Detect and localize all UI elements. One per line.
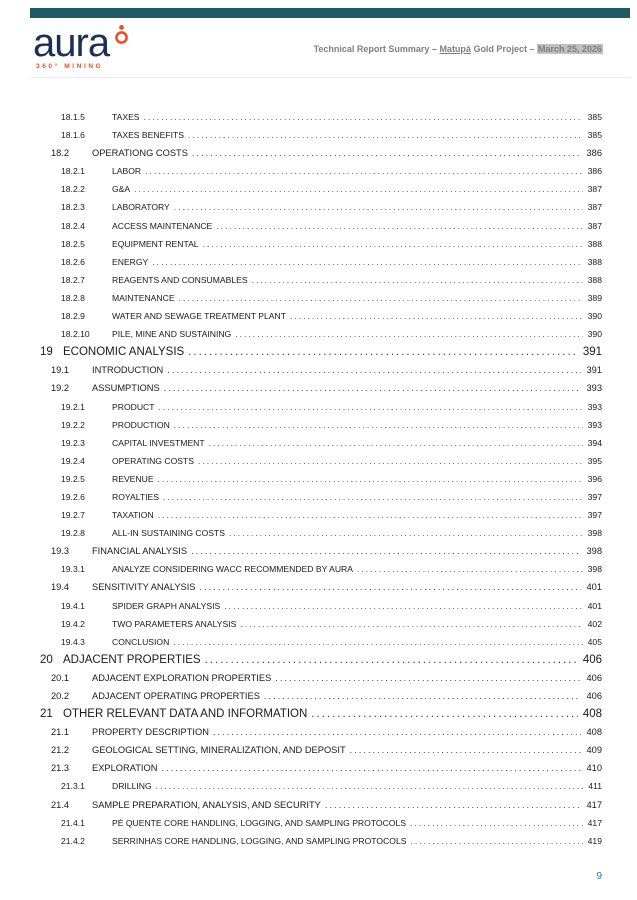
toc-dot-leader	[161, 759, 581, 777]
toc-entry-title: TAXATION	[112, 510, 154, 521]
toc-dot-leader	[275, 669, 581, 687]
toc-entry-title: INTRODUCTION	[92, 365, 164, 376]
toc-entry[interactable]	[40, 325, 602, 343]
toc-entry-title: PILE, MINE AND SUSTAINING	[112, 329, 232, 340]
toc-dot-leader	[156, 777, 584, 795]
toc-entry-number: 21.4	[51, 799, 70, 810]
toc-dot-leader	[357, 560, 583, 578]
toc-entry-page: 388	[587, 238, 602, 249]
toc-dot-leader	[410, 832, 582, 850]
toc-entry-title: OPERATIONG COSTS	[92, 148, 188, 159]
toc-dot-leader	[167, 361, 581, 379]
toc-entry-title: ADJACENT PROPERTIES	[63, 653, 201, 666]
toc-entry[interactable]	[40, 759, 602, 777]
toc-entry-number: 19.2.7	[61, 510, 85, 521]
toc-entry-page: 406	[586, 672, 602, 683]
toc-entry-page: 385	[587, 112, 602, 122]
toc-dot-leader	[224, 597, 582, 615]
toc-dot-leader	[410, 814, 583, 832]
toc-entry-page: 406	[582, 653, 602, 666]
toc-entry-number: 21	[40, 708, 53, 721]
toc-entry[interactable]	[40, 578, 602, 596]
toc-dot-leader	[216, 217, 582, 235]
toc-entry-number: 18.2.2	[61, 184, 85, 195]
toc-entry-number: 18.2.7	[61, 274, 85, 285]
toc-entry-number: 18.2.10	[61, 329, 90, 340]
toc-dot-leader	[173, 633, 582, 651]
toc-entry-page: 387	[587, 184, 602, 195]
toc-entry-page: 387	[587, 202, 602, 213]
toc-entry-title: ADJACENT OPERATING PROPERTIES	[92, 691, 260, 701]
toc-entry-page: 390	[587, 311, 602, 322]
toc-entry-page: 401	[586, 582, 602, 593]
aura-logo	[33, 21, 129, 70]
toc-entry-title: FINANCIAL ANALYSIS	[92, 546, 188, 557]
toc-entry[interactable]	[40, 198, 602, 216]
toc-entry[interactable]	[40, 796, 602, 814]
toc-entry-title: ECONOMIC ANALYSIS	[63, 346, 185, 359]
toc-dot-leader	[203, 235, 583, 253]
toc-dot-leader	[158, 506, 583, 524]
toc-dot-leader	[205, 651, 578, 669]
toc-entry-number: 19.2.3	[61, 437, 85, 448]
toc-entry-page: 398	[587, 564, 602, 575]
toc-entry-page: 393	[587, 419, 602, 430]
toc-entry-title: SENSITIVITY ANALYSIS	[92, 582, 196, 593]
toc-entry-title: ENERGY	[112, 256, 149, 267]
logo-brand-text: aura	[33, 21, 110, 65]
toc-entry-title: WATER AND SEWAGE TREATMENT PLANT	[112, 311, 286, 322]
toc-entry[interactable]	[40, 217, 602, 235]
toc-entry[interactable]	[40, 615, 602, 633]
toc-entry-title: REAGENTS AND CONSUMABLES	[112, 274, 248, 285]
toc-entry-number: 19.4.2	[61, 618, 85, 629]
toc-dot-leader	[188, 343, 578, 361]
toc-dot-leader	[325, 796, 582, 814]
toc-entry-page: 391	[586, 365, 602, 376]
toc-dot-leader	[159, 398, 583, 416]
toc-entry[interactable]	[40, 723, 602, 741]
toc-entry-page: 391	[582, 346, 602, 359]
toc-entry-title: TAXES	[112, 112, 140, 122]
toc-entry[interactable]	[40, 814, 602, 832]
toc-dot-leader	[198, 452, 583, 470]
toc-dot-leader	[134, 180, 583, 198]
toc-entry[interactable]	[40, 434, 602, 452]
toc-entry-title: TAXES BENEFITS	[112, 130, 184, 141]
toc-entry[interactable]	[40, 108, 602, 126]
toc-entry-number: 18.1.5	[61, 112, 85, 122]
toc-entry[interactable]	[40, 361, 602, 379]
toc-dot-leader	[235, 325, 582, 343]
toc-entry-number: 18.2.6	[61, 256, 85, 267]
toc-entry-page: 402	[587, 618, 602, 629]
toc-entry-number: 18.2.5	[61, 238, 85, 249]
toc-entry-number: 21.1	[51, 727, 70, 738]
toc-entry[interactable]	[40, 144, 602, 162]
toc-entry-number: 21.3	[51, 763, 70, 774]
toc-entry-number: 19.2.4	[61, 455, 85, 466]
header-divider	[30, 77, 630, 78]
header-title-prefix: Technical Report Summary –	[313, 44, 440, 54]
toc-entry-page: 397	[587, 491, 602, 502]
toc-entry-number: 21.4.1	[61, 817, 85, 828]
toc-entry-number: 21.3.1	[61, 781, 85, 792]
toc-entry-number: 19.2.2	[61, 419, 85, 430]
toc-entry[interactable]	[40, 741, 602, 759]
page-number: 9	[596, 871, 602, 882]
toc-dot-leader	[163, 488, 583, 506]
toc-dot-leader	[152, 253, 582, 271]
toc-entry-number: 18.2.3	[61, 202, 85, 213]
toc-entry-number: 18.2.9	[61, 311, 85, 322]
toc-entry-title: REVENUE	[112, 473, 154, 484]
toc-entry-title: ANALYZE CONSIDERING WACC RECOMMENDED BY AURA	[112, 564, 353, 575]
toc-entry-number: 18.2.4	[61, 220, 85, 231]
header-title-date: March 25, 2026	[537, 44, 602, 54]
toc-entry[interactable]	[40, 343, 602, 361]
toc-entry-page: 386	[587, 166, 602, 177]
toc-entry[interactable]	[40, 488, 602, 506]
toc-dot-leader	[164, 379, 582, 397]
toc-dot-leader	[191, 542, 581, 560]
toc-dot-leader	[179, 289, 583, 307]
page-footer	[596, 866, 602, 884]
toc-entry-title: ADJACENT EXPLORATION PROPERTIES	[92, 672, 272, 683]
toc-dot-leader	[264, 687, 582, 705]
toc-entry-title: PROPERTY DESCRIPTION	[92, 727, 209, 738]
toc-entry-number: 21.2	[51, 745, 70, 756]
toc-entry-number: 19.4.1	[61, 600, 85, 611]
toc-entry-page: 410	[586, 763, 602, 774]
toc-entry-title: ASSUMPTIONS	[92, 383, 160, 394]
toc-entry[interactable]	[40, 560, 602, 578]
toc-entry-number: 21.4.2	[61, 835, 85, 846]
toc-dot-leader	[192, 144, 582, 162]
toc-entry[interactable]	[40, 777, 602, 795]
toc-entry[interactable]	[40, 633, 602, 651]
toc-entry[interactable]	[40, 452, 602, 470]
toc-entry-title: ROYALTIES	[112, 491, 159, 502]
logo-row	[33, 21, 129, 65]
toc-entry-title: SERRINHAS CORE HANDLING, LOGGING, AND SAMPLING PROTOCOLS	[112, 835, 407, 846]
toc-list	[40, 108, 602, 850]
toc-entry-number: 20.1	[51, 672, 70, 683]
toc-entry-page: 393	[586, 383, 602, 394]
toc-entry-title: ALL-IN SUSTAINING COSTS	[112, 528, 226, 539]
toc-entry-number: 19.2.8	[61, 528, 85, 539]
logo-tagline: 360° MINING	[36, 63, 104, 70]
logo-dots-icon	[114, 24, 129, 46]
header-title-project-name: Matupá	[439, 44, 471, 54]
toc-entry-page: 398	[586, 546, 602, 557]
toc-dot-leader	[188, 126, 583, 144]
toc-entry-page: 405	[587, 636, 602, 647]
toc-entry[interactable]	[40, 271, 602, 289]
toc-entry[interactable]	[40, 307, 602, 325]
toc-dot-leader	[240, 615, 582, 633]
toc-dot-leader	[229, 524, 583, 542]
toc-entry-number: 19.3.1	[61, 564, 85, 575]
toc-entry-title: OPERATING COSTS	[112, 455, 194, 466]
toc-entry-number: 18.2.1	[61, 166, 85, 177]
toc-entry[interactable]	[40, 253, 602, 271]
toc-entry-title: OTHER RELEVANT DATA AND INFORMATION	[63, 708, 308, 721]
toc-entry-title: MAINTENANCE	[112, 292, 175, 303]
toc-entry-page: 385	[587, 130, 602, 141]
toc-entry[interactable]	[40, 669, 602, 687]
toc-entry-number: 19.4.3	[61, 636, 85, 647]
toc-entry-page: 401	[587, 600, 602, 611]
toc-entry-title: EQUIPMENT RENTAL	[112, 238, 199, 249]
toc-dot-leader	[200, 578, 582, 596]
toc-entry-page: 390	[587, 329, 602, 340]
toc-dot-leader	[144, 108, 583, 126]
toc-entry-title: DRILLING	[112, 781, 152, 792]
toc-entry-number: 19.1	[51, 365, 70, 376]
toc-entry[interactable]	[40, 235, 602, 253]
toc-entry-page: 388	[587, 274, 602, 285]
toc-entry-page: 386	[586, 148, 602, 159]
toc-entry[interactable]	[40, 542, 602, 560]
toc-entry-page: 387	[587, 220, 602, 231]
toc-entry-number: 20.2	[51, 691, 70, 701]
toc-entry-page: 394	[587, 437, 602, 448]
toc-entry[interactable]	[40, 379, 602, 397]
header-title	[314, 44, 603, 54]
toc-entry[interactable]	[40, 687, 602, 705]
toc-entry[interactable]	[40, 597, 602, 615]
toc-entry[interactable]	[40, 832, 602, 850]
toc-entry[interactable]	[40, 126, 602, 144]
toc-entry-number: 19	[40, 346, 53, 359]
toc-dot-leader	[174, 198, 583, 216]
toc-entry-title: SPIDER GRAPH ANALYSIS	[112, 600, 221, 611]
toc-entry-number: 18.1.6	[61, 130, 85, 141]
toc-entry[interactable]	[40, 524, 602, 542]
toc-entry[interactable]	[40, 180, 602, 198]
toc-entry-title: CAPITAL INVESTMENT	[112, 437, 205, 448]
toc-dot-leader	[350, 741, 582, 759]
toc-entry[interactable]	[40, 289, 602, 307]
toc-entry-page: 389	[587, 292, 602, 303]
toc-entry-title: LABOR	[112, 166, 142, 177]
toc-entry-page: 395	[587, 455, 602, 466]
toc-entry[interactable]	[40, 470, 602, 488]
toc-entry-page: 408	[582, 708, 602, 721]
toc-entry-number: 19.2	[51, 383, 70, 394]
toc-entry-title: SAMPLE PREPARATION, ANALYSIS, AND SECURITY	[92, 799, 321, 810]
header-accent-bar	[30, 8, 630, 18]
toc-entry[interactable]	[40, 416, 602, 434]
toc-entry-number: 18.2	[51, 148, 70, 159]
toc-entry-title: ACCESS MAINTENANCE	[112, 220, 213, 231]
toc-entry-page: 388	[587, 256, 602, 267]
toc-entry-page: 419	[587, 835, 602, 846]
toc-dot-leader	[311, 705, 578, 723]
header-title-middle: Gold Project –	[470, 44, 537, 54]
toc-dot-leader	[290, 307, 583, 325]
toc-dot-leader	[209, 434, 583, 452]
toc-entry-title: LABORATORY	[112, 202, 170, 213]
toc-entry-number: 19.3	[51, 546, 70, 557]
toc-dot-leader	[174, 416, 583, 434]
toc-entry-title: EXPLORATION	[92, 763, 158, 774]
toc-dot-leader	[158, 470, 583, 488]
toc-dot-leader	[252, 271, 583, 289]
toc-entry-number: 19.4	[51, 582, 70, 593]
toc-entry-page: 398	[587, 528, 602, 539]
toc-entry-page: 406	[586, 691, 602, 701]
toc-dot-leader	[145, 162, 583, 180]
toc-entry-title: CONCLUSION	[112, 636, 170, 647]
toc-entry-page: 396	[587, 473, 602, 484]
toc-entry-title: PRODUCTION	[112, 419, 170, 430]
toc-entry[interactable]	[40, 651, 602, 669]
toc-entry[interactable]	[40, 162, 602, 180]
toc-entry[interactable]	[40, 705, 602, 723]
toc-entry-page: 409	[586, 745, 602, 756]
toc-entry-number: 19.2.1	[61, 401, 85, 412]
toc-dot-leader	[213, 723, 582, 741]
toc-entry-number: 18.2.8	[61, 292, 85, 303]
toc-entry-title: GEOLOGICAL SETTING, MINERALIZATION, AND DEPOSIT	[92, 745, 346, 756]
toc-entry[interactable]	[40, 506, 602, 524]
toc-entry-title: TWO PARAMETERS ANALYSIS	[112, 618, 237, 629]
toc-entry-page: 417	[587, 817, 602, 828]
toc-entry-page: 411	[588, 781, 602, 792]
toc-entry-page: 397	[587, 510, 602, 521]
toc-entry-number: 19.2.6	[61, 491, 85, 502]
toc-entry-title: PRODUCT	[112, 401, 155, 412]
toc-entry-number: 19.2.5	[61, 473, 85, 484]
toc-entry[interactable]	[40, 398, 602, 416]
toc-entry-title: G&A	[112, 184, 131, 195]
toc-entry-page: 393	[587, 401, 602, 412]
toc-entry-page: 417	[586, 799, 602, 810]
toc-entry-number: 20	[40, 653, 53, 666]
toc-entry-title: PÉ QUENTE CORE HANDLING, LOGGING, AND SAMPLING PROTOCOLS	[112, 817, 406, 828]
toc-entry-page: 408	[586, 727, 602, 738]
